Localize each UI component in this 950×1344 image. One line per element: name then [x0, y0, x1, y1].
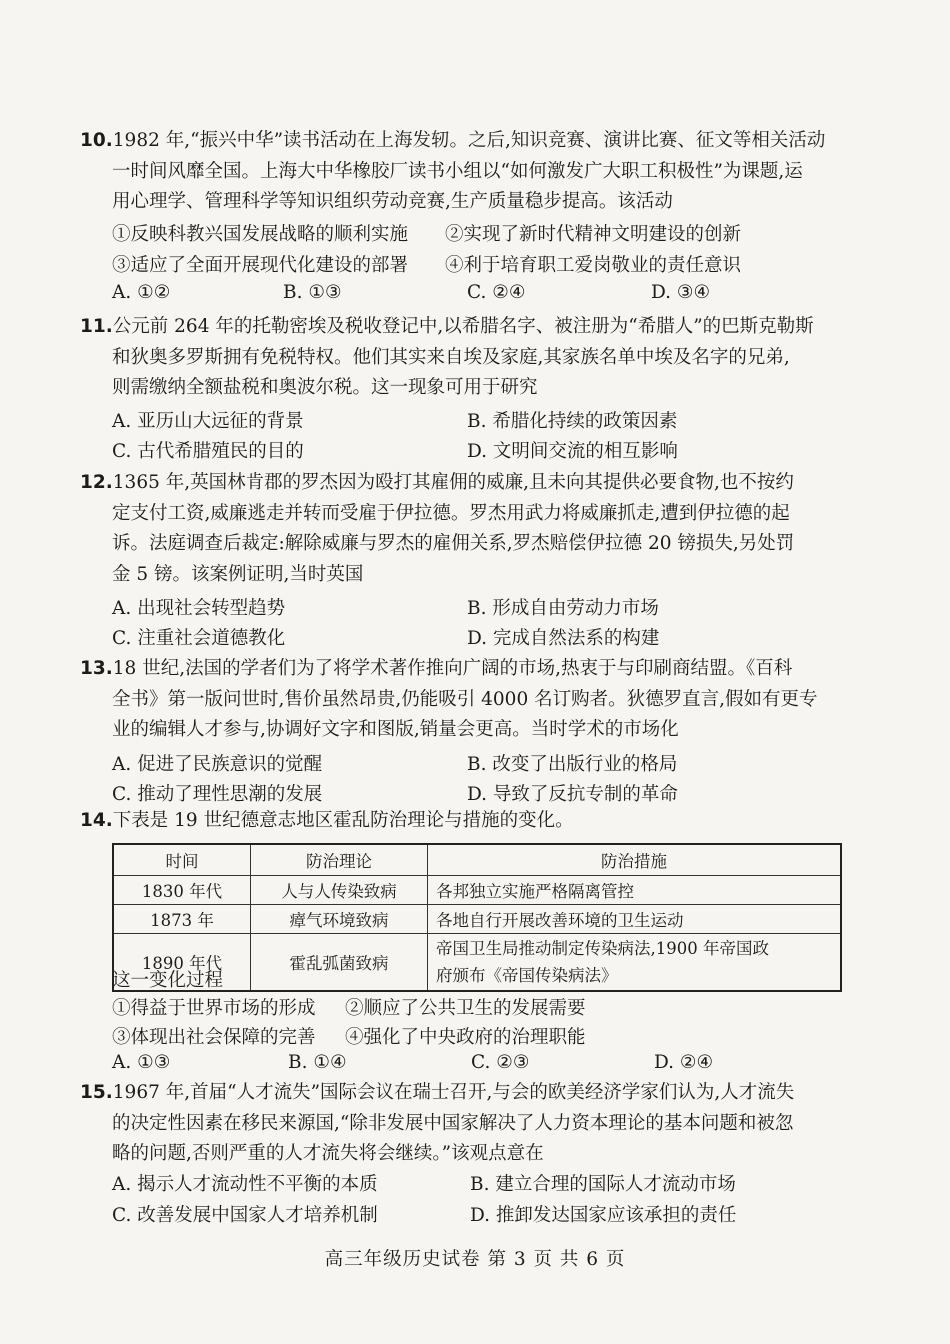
question-number: 10. — [80, 130, 113, 151]
question-text: 略的问题,否则严重的人才流失将会继续。”该观点意在 — [112, 1143, 544, 1164]
statement-item: ②实现了新时代精神文明建设的创新 — [445, 224, 742, 245]
question-number: 14. — [80, 810, 113, 831]
table-header: 防治措施 — [428, 844, 842, 876]
statement-item: ①得益于世界市场的形成 — [112, 998, 316, 1019]
question-text: 1982 年,“振兴中华”读书活动在上海发轫。之后,知识竞赛、演讲比赛、征文等相关活动 — [112, 130, 826, 151]
statement-item: ④利于培育职工爱岗敬业的责任意识 — [445, 255, 742, 276]
table-row — [113, 905, 841, 934]
table-cell: 人与人传染致病 — [251, 876, 428, 905]
option-b: B. 建立合理的国际人才流动市场 — [470, 1174, 736, 1195]
option-b: B. ①④ — [288, 1052, 347, 1073]
question-13 — [80, 654, 870, 746]
question-12 — [80, 468, 870, 590]
option-a: A. 出现社会转型趋势 — [112, 598, 286, 619]
table-cell-line: 府颁布《帝国传染病法》 — [436, 966, 618, 985]
page-footer: 高三年级历史试卷 第 3 页 共 6 页 — [324, 1249, 626, 1270]
option-a: A. ①③ — [112, 1052, 171, 1073]
option-d: D. 完成自然法系的构建 — [467, 628, 660, 649]
option-a: A. 亚历山大远征的背景 — [112, 411, 304, 432]
table-cell — [428, 934, 842, 992]
option-c: C. ②③ — [471, 1052, 530, 1073]
option-b: B. 形成自由劳动力市场 — [467, 598, 659, 619]
option-a: A. 促进了民族意识的觉醒 — [112, 754, 323, 775]
option-c: C. 古代希腊殖民的目的 — [112, 441, 304, 462]
option-b: B. 改变了出版行业的格局 — [467, 754, 678, 775]
option-b: B. ①③ — [283, 282, 342, 303]
option-a: A. ①② — [112, 282, 171, 303]
option-c: C. 注重社会道德教化 — [112, 628, 286, 649]
table-header-row — [113, 844, 841, 876]
option-c: C. 推动了理性思潮的发展 — [112, 784, 323, 805]
question-15 — [80, 1078, 870, 1170]
option-c: C. ②④ — [467, 282, 526, 303]
table-row — [113, 876, 841, 905]
question-text: 1967 年,首届“人才流失”国际会议在瑞士召开,与会的欧美经济学家们认为,人才流失 — [112, 1082, 795, 1103]
option-d: D. ②④ — [654, 1052, 714, 1073]
table-cell: 各地自行开展改善环境的卫生运动 — [428, 905, 842, 934]
question-number: 11. — [80, 316, 113, 337]
table-header: 时间 — [113, 844, 251, 876]
table-cell: 霍乱弧菌致病 — [251, 934, 428, 992]
statement-item: ①反映科教兴国发展战略的顺利实施 — [112, 224, 409, 245]
question-text: 诉。法庭调查后裁定:解除威廉与罗杰的雇佣关系,罗杰赔偿伊拉德 20 镑损失,另处罚 — [112, 533, 795, 554]
question-number: 12. — [80, 472, 113, 493]
option-b: B. 希腊化持续的政策因素 — [467, 411, 678, 432]
statement-item: ③体现出社会保障的完善 — [112, 1027, 316, 1048]
question-text: 和狄奥多罗斯拥有免税特权。他们其实来自埃及家庭,其家族名单中埃及名字的兄弟, — [112, 346, 790, 368]
option-c: C. 改善发展中国家人才培养机制 — [112, 1205, 378, 1226]
table-cell-line: 帝国卫生局推动制定传染病法,1900 年帝国政 — [436, 939, 769, 958]
statement-item: ④强化了中央政府的治理职能 — [345, 1027, 586, 1048]
question-text: 18 世纪,法国的学者们为了将学术著作推向广阔的市场,热衷于与印刷商结盟。《百科 — [112, 658, 793, 679]
question-text: 1365 年,英国林肯郡的罗杰因为殴打其雇佣的威廉,且未向其提供必要食物,也不按约 — [112, 472, 794, 493]
question-text: 下表是 19 世纪德意志地区霍乱防治理论与措施的变化。 — [112, 810, 574, 831]
table-cell: 瘴气环境致病 — [251, 905, 428, 934]
question-number: 15. — [80, 1082, 113, 1103]
question-11 — [80, 312, 870, 404]
question-text: 定支付工资,威廉逃走并转而受雇于伊拉德。罗杰用武力将威廉抓走,遭到伊拉德的起 — [112, 502, 790, 524]
question-text: 一时间风靡全国。上海大中华橡胶厂读书小组以“如何激发广大职工积极性”为课题,运 — [112, 160, 803, 182]
statement-item: ③适应了全面开展现代化建设的部署 — [112, 255, 409, 276]
table-cell: 各邦独立实施严格隔离管控 — [428, 876, 842, 905]
question-text: 用心理学、管理科学等知识组织劳动竞赛,生产质量稳步提高。该活动 — [112, 191, 673, 212]
statement-item: ②顺应了公共卫生的发展需要 — [345, 998, 586, 1019]
option-d: D. 推卸发达国家应该承担的责任 — [470, 1205, 737, 1226]
question-number: 13. — [80, 658, 113, 679]
question-text: 金 5 镑。该案例证明,当时英国 — [112, 563, 364, 585]
question-14-stem — [80, 806, 870, 837]
option-d: D. ③④ — [651, 282, 711, 303]
question-text: 全书》第一版问世时,售价虽然昂贵,仍能吸引 4000 名订购者。狄德罗直言,假如有更专 — [112, 688, 818, 710]
table-cell: 1890 年代 — [113, 934, 251, 992]
question-10 — [80, 126, 870, 218]
question-text: 的决定性因素在移民来源国,“除非发展中国家解决了人力资本理论的基本问题和被忽 — [112, 1112, 794, 1134]
question-text: 公元前 264 年的托勒密埃及税收登记中,以希腊名字、被注册为“希腊人”的巴斯克勒斯 — [112, 316, 814, 337]
table-header: 防治理论 — [251, 844, 428, 876]
option-a: A. 揭示人才流动性不平衡的本质 — [112, 1174, 378, 1195]
question-text: 这一变化过程 — [112, 970, 224, 991]
option-d: D. 导致了反抗专制的革命 — [467, 784, 678, 805]
table-cell: 1830 年代 — [113, 876, 251, 905]
question-text: 业的编辑人才参与,协调好文字和图版,销量会更高。当时学术的市场化 — [112, 719, 679, 740]
table-cell: 1873 年 — [113, 905, 251, 934]
question-text: 则需缴纳全额盐税和奥波尔税。这一现象可用于研究 — [112, 377, 538, 398]
option-d: D. 文明间交流的相互影响 — [467, 441, 678, 462]
